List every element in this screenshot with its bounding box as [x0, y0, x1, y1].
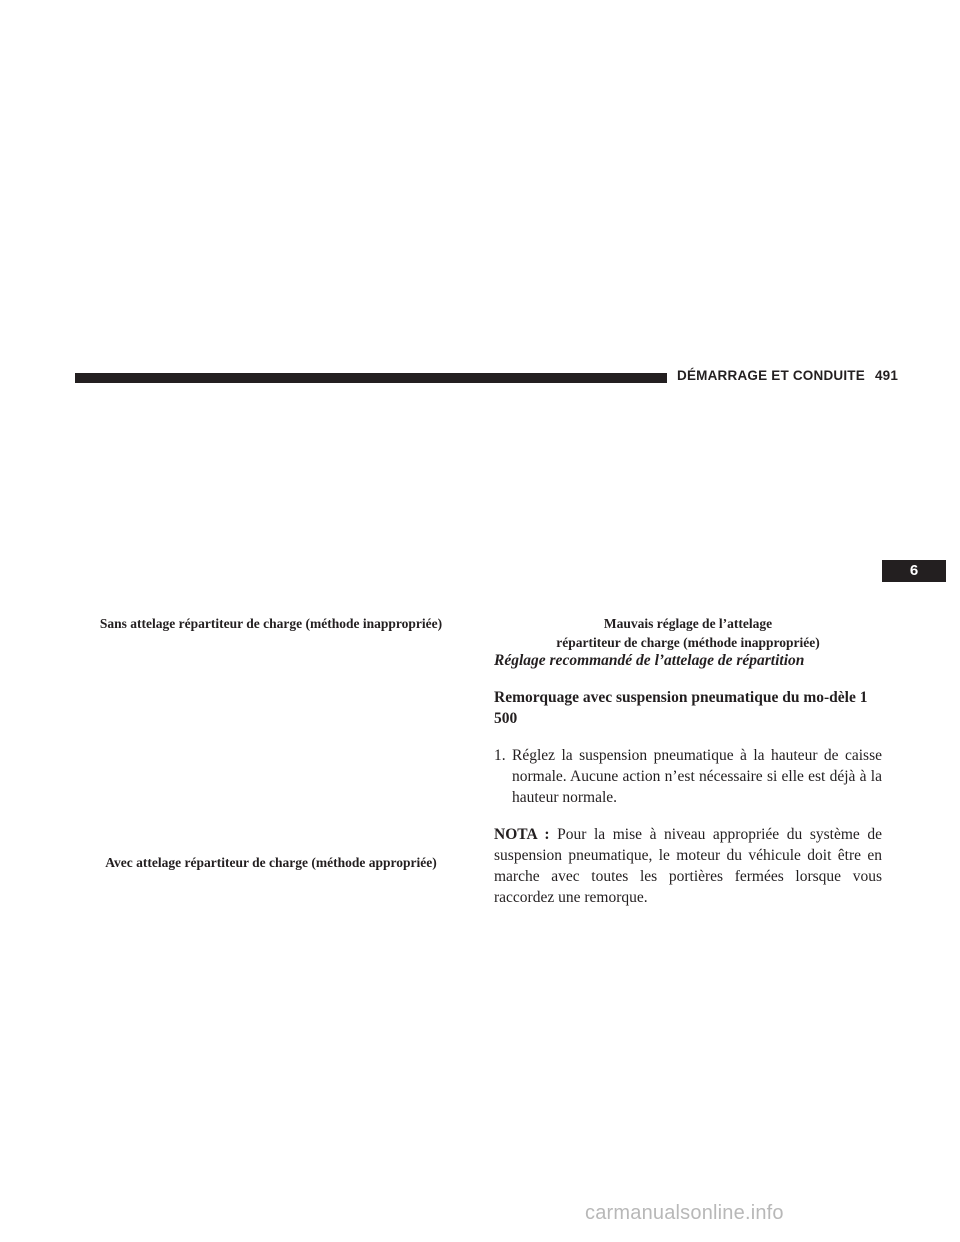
figure-caption-without-hitch: Sans attelage répartiteur de charge (méthode inappropriée) — [99, 616, 443, 631]
chapter-tab: 6 — [882, 560, 946, 582]
section-heading: Réglage recommandé de l’attelage de répartition — [494, 652, 805, 669]
note-text: Pour la mise à niveau appropriée du système de suspension pneumatique, le moteur du véhicule doit être en marche avec toutes les portières fermées lorsque vous raccordez une remorque. — [494, 826, 882, 906]
header-rule — [75, 373, 667, 383]
figure-caption-with-hitch: Avec attelage répartiteur de charge (méthode appropriée) — [105, 855, 437, 870]
watermark: carmanualsonline.info — [585, 1202, 784, 1224]
figure-without-hitch — [78, 640, 464, 845]
note-paragraph — [494, 824, 882, 908]
caption-line: répartiteur de charge (méthode inappropriée) — [556, 635, 820, 650]
caption-line: Mauvais réglage de l’attelage — [603, 616, 773, 631]
note-label: NOTA : — [494, 826, 550, 843]
main-text-column — [494, 650, 882, 908]
step-item — [494, 745, 882, 808]
page-number: 491 — [874, 368, 899, 383]
step-text: Réglez la suspension pneumatique à la hauteur de caisse normale. Aucune action n’est nécessaire si elle est déjà à la hauteur normale. — [512, 747, 882, 806]
figure-caption-improper-adjustment — [494, 614, 882, 652]
step-number: 1. — [494, 747, 506, 764]
figure-with-hitch — [78, 880, 464, 1080]
running-header — [677, 368, 898, 383]
section-title: DÉMARRAGE ET CONDUITE — [677, 368, 865, 383]
sub-heading: Remorquage avec suspension pneumatique du mo-dèle 1 500 — [494, 689, 868, 727]
